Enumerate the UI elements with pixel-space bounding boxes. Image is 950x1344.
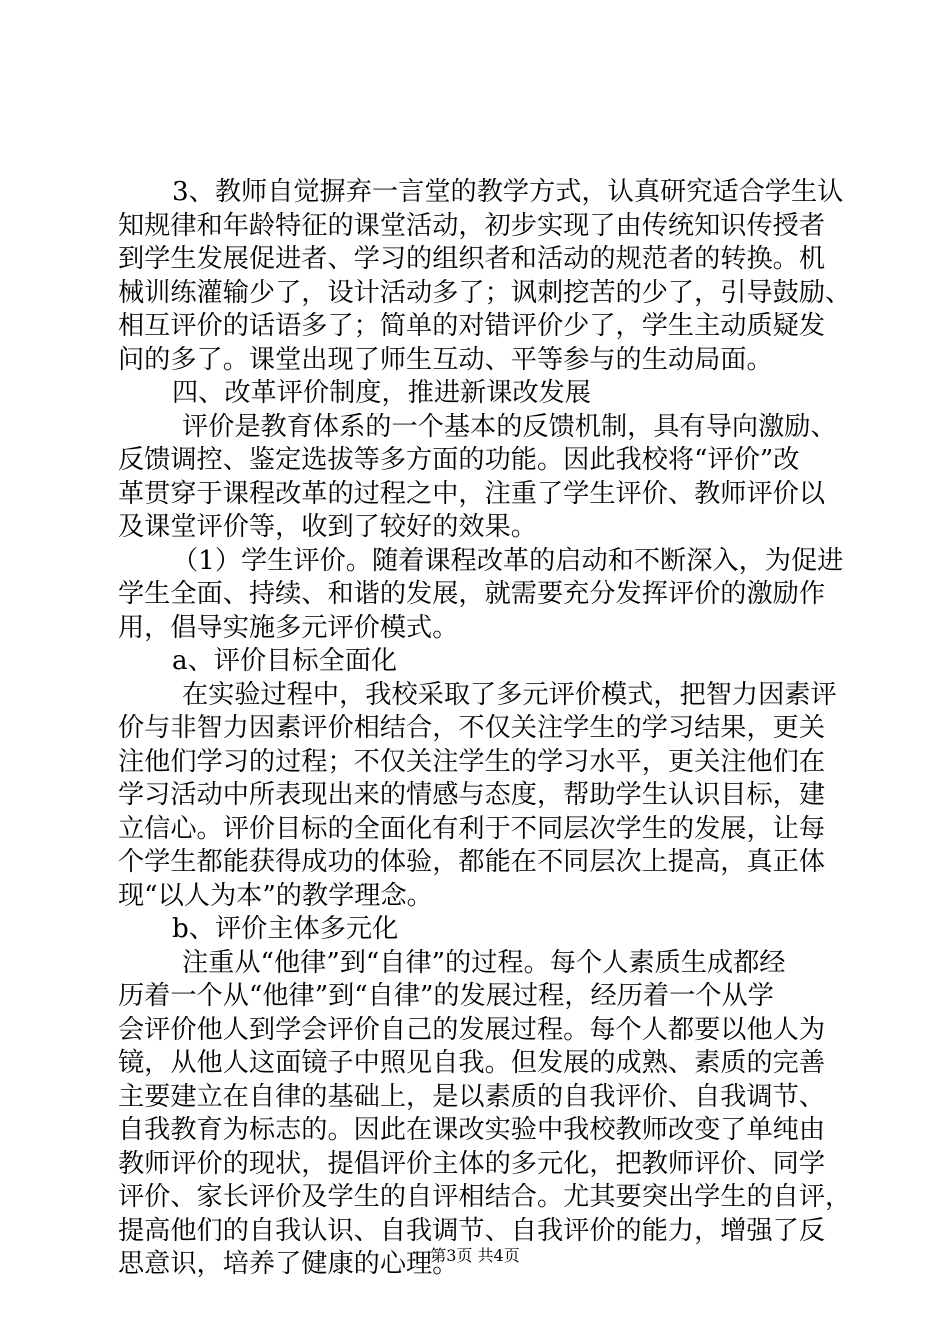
text-line: 3、教师自觉摒弃一言堂的教学方式，认真研究适合学生认 — [172, 177, 844, 207]
page-footer: 第3页 共4页 — [430, 1246, 520, 1265]
text-line: 革贯穿于课程改革的过程之中，注重了学生评价、教师评价以 — [118, 478, 826, 509]
text-line: 镜，从他人这面镜子中照见自我。但发展的成熟、素质的完善 — [118, 1048, 826, 1078]
text-line: 教师评价的现状，提倡评价主体的多元化，把教师评价、同学 — [118, 1148, 826, 1179]
text-line: 主要建立在自律的基础上，是以素质的自我评价、自我调节、 — [118, 1081, 826, 1112]
text-line: 自我教育为标志的。因此在课改实验中我校教师改变了单纯由 — [118, 1115, 826, 1145]
text-line: 学习活动中所表现出来的情感与态度，帮助学生认识目标，建 — [118, 780, 826, 810]
text-line: 反馈调控、鉴定选拔等多方面的功能。因此我校将“评价”改 — [118, 445, 800, 475]
text-line: 价与非智力因素评价相结合，不仅关注学生的学习结果，更关 — [118, 713, 826, 743]
text-line: 注重从“他律”到“自律”的过程。每个人素质生成都经 — [182, 947, 786, 978]
text-line: 个学生都能获得成功的体验，都能在不同层次上提高，真正体 — [118, 847, 826, 877]
text-line: 立信心。评价目标的全面化有利于不同层次学生的发展，让每 — [118, 813, 826, 844]
text-line: 学生全面、持续、和谐的发展，就需要充分发挥评价的激励作 — [118, 579, 826, 609]
text-line: a、评价目标全面化 — [172, 646, 398, 676]
text-line: b、评价主体多元化 — [172, 914, 399, 944]
text-line: 现“以人为本”的教学理念。 — [118, 880, 433, 911]
text-line: 问的多了。课堂出现了师生互动、平等参与的生动局面。 — [118, 344, 773, 375]
text-line: 注他们学习的过程；不仅关注学生的学习水平，更关注他们在 — [118, 746, 826, 777]
text-line: 评价是教育体系的一个基本的反馈机制，具有导向激励、 — [182, 411, 837, 442]
text-line: 到学生发展促进者、学习的组织者和活动的规范者的转换。机 — [118, 244, 826, 274]
text-line: 思意识，培养了健康的心理。 — [118, 1249, 459, 1279]
text-line: 在实验过程中，我校采取了多元评价模式，把智力因素评 — [182, 679, 837, 710]
text-line: 知规律和年龄特征的课堂活动，初步实现了由传统知识传授者 — [118, 210, 826, 241]
text-line: 会评价他人到学会评价自己的发展过程。每个人都要以他人为 — [118, 1014, 826, 1045]
text-line: 相互评价的话语多了；简单的对错评价少了，学生主动质疑发 — [118, 311, 826, 341]
text-line: （1）学生评价。随着课程改革的启动和不断深入，为促进 — [172, 545, 844, 576]
text-line: 评价、家长评价及学生的自评相结合。尤其要突出学生的自评， — [118, 1182, 852, 1212]
text-line: 历着一个从“他律”到“自律”的发展过程，经历着一个从学 — [118, 981, 774, 1011]
text-line: 四、改革评价制度，推进新课改发展 — [172, 378, 591, 408]
text-line: 械训练灌输少了，设计活动多了；讽刺挖苦的少了，引导鼓励、 — [118, 277, 852, 308]
document-body — [118, 176, 852, 1282]
text-line: 提高他们的自我认识、自我调节、自我评价的能力，增强了反 — [118, 1215, 826, 1246]
text-line: 用，倡导实施多元评价模式。 — [118, 612, 459, 643]
text-line: 及课堂评价等，收到了较好的效果。 — [118, 512, 537, 542]
